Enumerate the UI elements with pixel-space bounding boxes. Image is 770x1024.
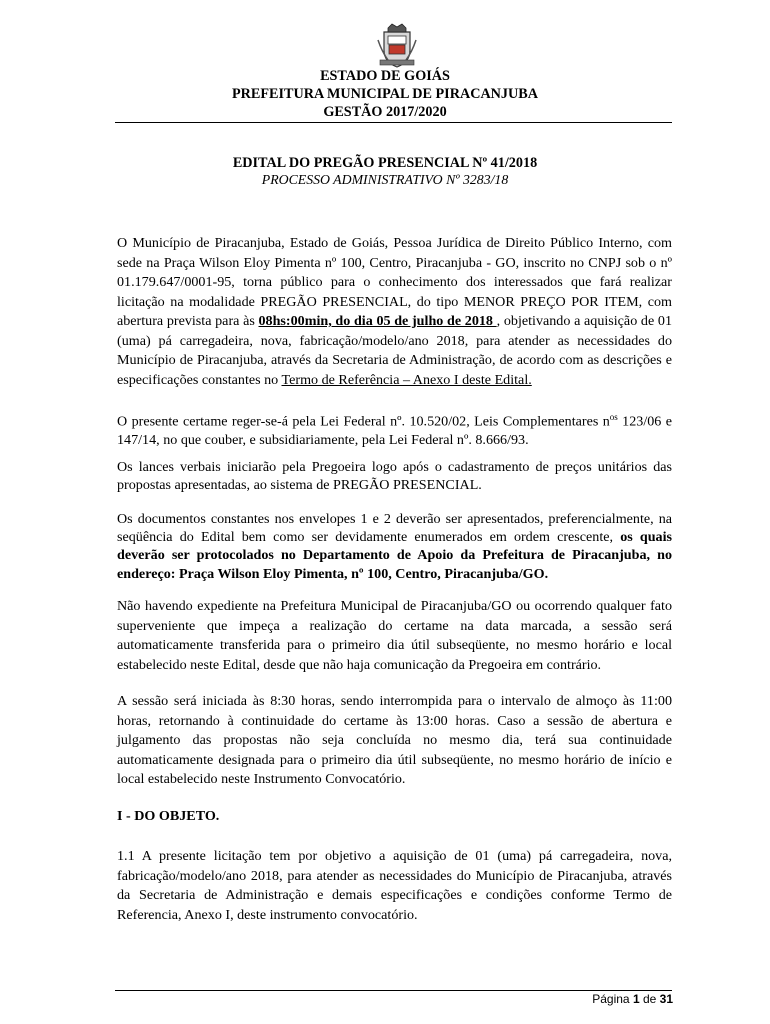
documents-address: os quais deverão ser protocolados no Departamento de Apoio da Prefeitura de Piracanjuba, no endereço: Praça Wilson Eloy Pimenta, nº 100, Centro, Piracanjuba/GO. <box>117 529 672 582</box>
annex-reference: Termo de Referência – Anexo I deste Edital. <box>281 371 532 388</box>
current-page: 1 <box>632 992 640 1006</box>
header-state: ESTADO DE GOIÁS <box>320 68 450 84</box>
legal-sup: os <box>609 412 618 422</box>
legal-text: O presente certame reger-se-á pela Lei Federal nº. 10.520/02, Leis Complementares n <box>117 413 610 430</box>
object-text: 1.1 A presente licitação tem por objetivo a aquisição de 01 (uma) pá carregadeira, nova, fabricação/modelo/ano 2018, para atender as necessidades do Município de Piracanjuba, através da Secretaria de Administração e demais especificações e condições conforme Termo de Referencia, Anexo I, deste instrumento convocatório. <box>117 848 672 923</box>
page-label: Página <box>592 992 633 1006</box>
intro-text: O Município de Piracanjuba, Estado de Goiás, Pessoa Jurídica de Direito Público Interno, com sede na Praça Wilson Eloy Pimenta nº 100, Centro, Piracanjuba - GO, inscrito no CNPJ sob o nº 01.179.647/0001-95, torna público para o conhecimento dos interessados que fará realizar licitação na modalidade PREGÃO PRESENCIAL, do tipo MENOR PREÇO POR ITEM, com abertura prevista para às <box>117 235 672 329</box>
paragraph-documents <box>117 510 672 583</box>
legal-text-cont: 123/06 e 147/14, no que couber, e subsidiariamente, pela Lei Federal nº. 8.666/93. <box>117 413 672 448</box>
paragraph-legal-basis <box>117 408 672 449</box>
documents-text: Os documentos constantes nos envelopes 1 e 2 deverão ser apresentados, preferencialmente, na seqüência do Edital bem como ser devidamente enumerados em ordem crescente, <box>117 511 672 546</box>
bids-text: Os lances verbais iniciarão pela Pregoeira logo após o cadastramento de preços unitários das propostas apresentadas, ao sistema de PREGÃO PRESENCIAL. <box>117 459 672 494</box>
edital-title: EDITAL DO PREGÃO PRESENCIAL Nº 41/2018 <box>232 155 538 171</box>
paragraph-session <box>117 692 672 790</box>
page-number <box>592 992 673 1006</box>
footer-divider <box>115 990 672 991</box>
paragraph-bids <box>117 458 672 494</box>
edital-subtitle: PROCESSO ADMINISTRATIVO Nº 3283/18 <box>261 172 509 187</box>
page-sep: de <box>639 992 660 1006</box>
section-heading-object: I - DO OBJETO. <box>117 808 220 824</box>
paragraph-no-office <box>117 597 672 675</box>
paragraph-object <box>117 847 672 925</box>
no-office-text: Não havendo expediente na Prefeitura Municipal de Piracanjuba/GO ou ocorrendo qualquer fato superveniente que impeça a realização do certame na data marcada, a sessão será automaticamente transferida para o primeiro dia útil subseqüente, no mesmo horário e local estabelecido neste Edital, desde que não haja comunicação da Pregoeira em contrário. <box>117 598 672 673</box>
total-pages: 31 <box>659 992 673 1006</box>
session-text: A sessão será iniciada às 8:30 horas, sendo interrompida para o intervalo de almoço às 11:00 horas, retornando à continuidade do certame às 13:00 horas. Caso a sessão de abertura e julgamento das propostas não seja concluída no mesmo dia, terá sua continuidade automaticamente designada para o primeiro dia útil subseqüente, no mesmo horário de início e local estabelecido neste Instrumento Convocatório. <box>117 693 672 787</box>
header-divider <box>115 122 672 123</box>
municipal-crest-icon <box>376 22 418 68</box>
paragraph-intro <box>117 234 672 390</box>
intro-text-cont: , objetivando a aquisição de 01 (uma) pá carregadeira, nova, fabricação/modelo/ano 2018, para atender as necessidades do Município de Piracanjuba, através da Secretaria de Administração, de acordo com as descrições e especificações constantes no <box>117 313 672 388</box>
opening-date: 08hs:00min, do dia 05 de julho de 2018 <box>258 313 497 329</box>
header-term: GESTÃO 2017/2020 <box>323 104 447 120</box>
header-prefecture: PREFEITURA MUNICIPAL DE PIRACANJUBA <box>232 86 538 102</box>
